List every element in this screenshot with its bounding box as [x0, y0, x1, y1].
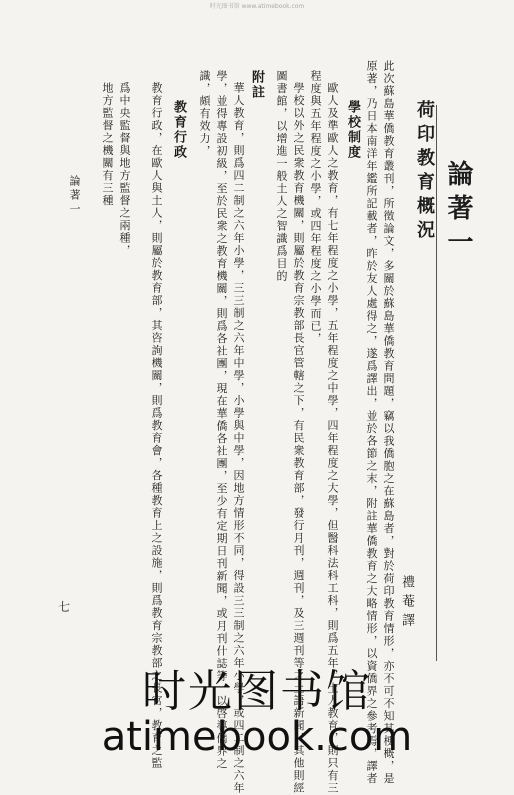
text-line-15: 地方監督之機關有三種 — [101, 82, 114, 207]
text-line-1: 此次蘇島華僑教育叢刊，所徵論文，多關於蘇島華僑教育問題，竊以我僑胞之在蘇島者，對於荷印教育情形，亦不可不知其梗概，是 — [382, 60, 395, 785]
text-line-14: 爲中央監督與地方監督之兩種， — [118, 82, 131, 257]
column-rule — [436, 105, 437, 661]
footer-folio: 論著一 — [68, 175, 81, 217]
text-line-10: 學，並得專設初級，至於民衆之教育機關，則爲各社團，現在華僑各社團，至少有定期日刊新聞，或月刊什誌等，以啓導僑界之 — [215, 70, 228, 770]
site-mark: 时光图书馆 www.atimebook.com — [209, 3, 305, 10]
watermark-url: atimebook.com — [101, 714, 413, 760]
page-number: 七 — [58, 600, 71, 614]
section-heading-school-system: 學校制度 — [345, 100, 360, 160]
note-heading-1: 附註 — [249, 70, 264, 100]
article-author: 禮菴譯 — [399, 575, 414, 632]
text-line-13: 教育行政，在歐人與土人，則屬於教育部，其咨詢機關，則爲教育會，各種教育上之設施，則爲教育宗教部之長官，教育之監 — [150, 82, 163, 770]
text-line-11: 識，頗有效力， — [198, 70, 211, 158]
article-title: 荷印教育概況 — [414, 100, 435, 244]
text-line-2: 原著，乃日本南洋年鑑所記載者，昨於友人處得之，遂爲譯出，並於各節之末，附註華僑教育之大略情形，以資僑界之參考焉，譯者 — [365, 60, 378, 785]
text-line-5: 程度與五年程度之小學，或四年程度之小學而已， — [309, 70, 322, 345]
text-line-9: 華人教育，則爲四二制之六年小學，三三制之六年中學，小學與中學，因地方情形不同，得設三三制之六年小學，或四二制之六年 — [232, 82, 245, 795]
text-line-6: 學校以外之民衆教育機關，則屬於教育宗教部長官管轄之下，有民衆教育部，發行月刊，週刊，及三週刊等之土語新聞，其他則經 — [292, 82, 305, 795]
section-heading-administration: 教育行政 — [171, 100, 186, 160]
text-line-4: 歐人及準歐人之教育，有七年程度之小學，五年程度之中學，四年程度之大學，但醫科法科工科，則爲五年，土人教育，則只有三 — [326, 82, 339, 795]
page-title: 論著一 — [443, 160, 473, 262]
text-line-7: 圖書館，以增進一般土人之智識爲目的 — [275, 70, 288, 283]
watermark-title: 时光图书馆 — [142, 666, 372, 717]
